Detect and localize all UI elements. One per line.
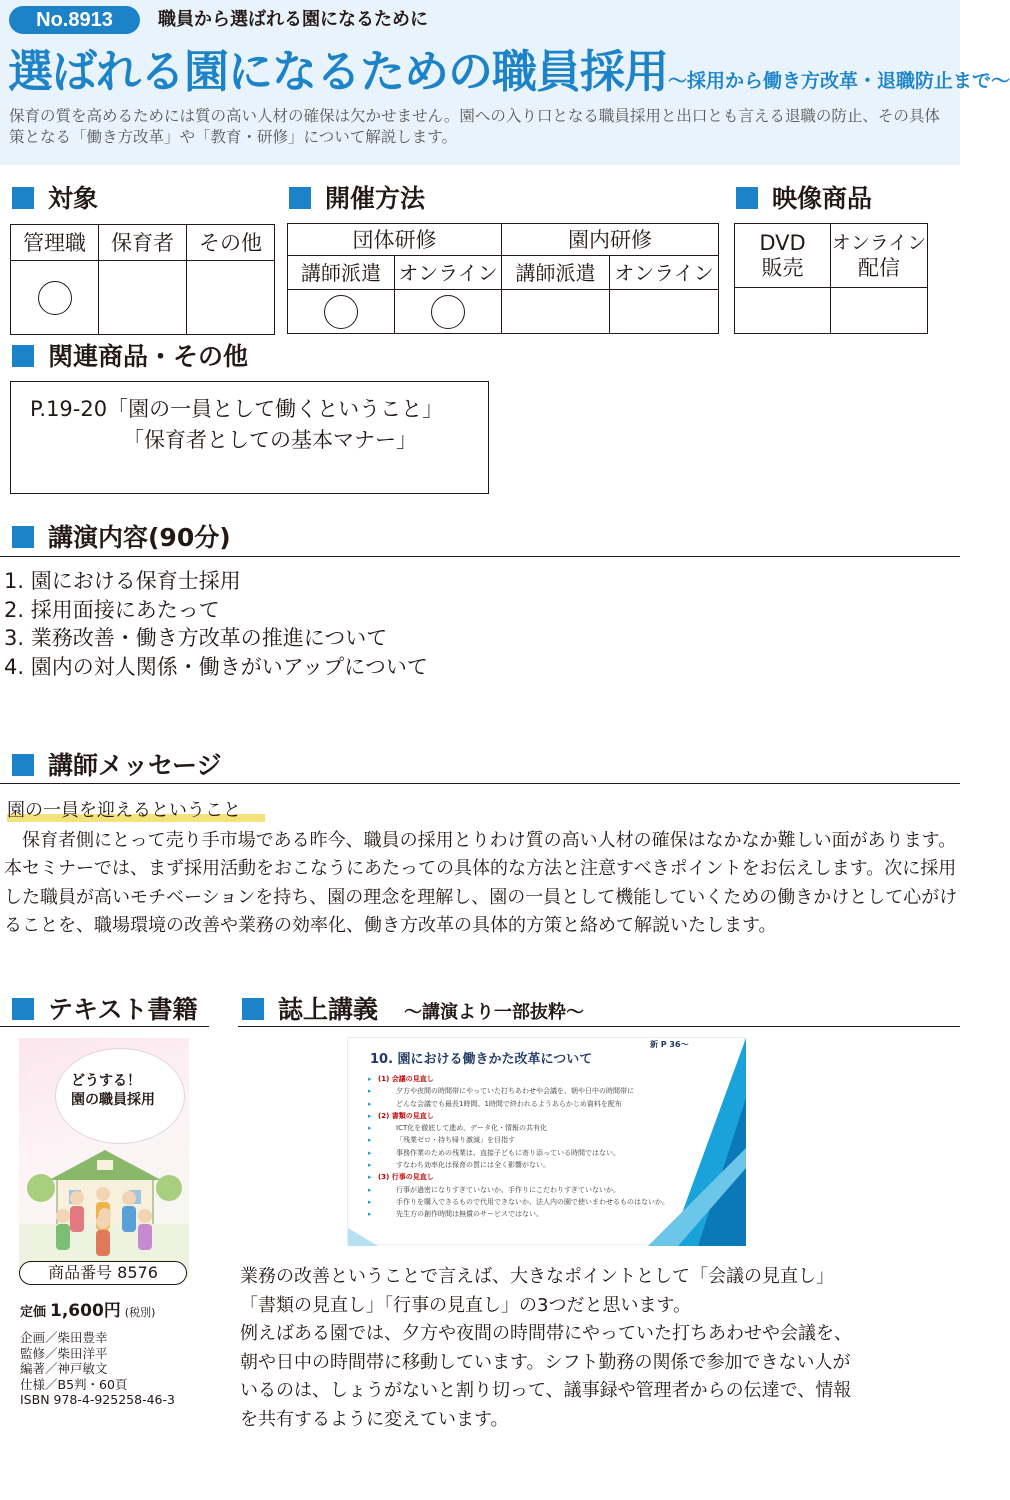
target-cell [99, 261, 187, 335]
related-heading: 関連商品・その他 [12, 342, 248, 372]
slide-line: ▸ 「残業ゼロ・持ち帰り激減」を目指す [368, 1134, 698, 1146]
message-body: 保育者側にとって売り手市場である昨今、職員の採用とりわけ質の高い人材の確保はなかなか難しい面があります。本セミナーでは、まず採用活動をおこなうにあたっての具体的な方法と注意すべきポイントをお伝えします。次に採用した職員が高いモチベーションを持ち、園の理念を理解し、園の一員として機能していくための働きかけとして心がけることを、職場環境の改善や業務の効率化、働き方改革の具体的方策と絡めて解説いたします。 [4, 830, 958, 936]
textbook-heading: テキスト書籍 [12, 995, 198, 1025]
video-col-header-dvd: DVD 販売 [735, 224, 831, 288]
spec-line: ISBN 978-4-925258-46-3 [20, 1392, 175, 1407]
target-col-header: その他 [187, 225, 275, 261]
circle-mark-icon [324, 295, 358, 329]
video-cell [735, 288, 831, 334]
section-divider [238, 1026, 960, 1027]
section-divider [0, 1026, 209, 1027]
book-illustration [19, 1038, 189, 1278]
square-bullet-icon [242, 998, 264, 1020]
slide-line: ▸ (3) 行事の見直し [368, 1171, 698, 1183]
method-cell [502, 290, 610, 334]
square-bullet-icon [12, 526, 34, 548]
slide-lines [368, 1073, 698, 1221]
excerpt-paragraph: 業務の改善ということで言えば、大きなポイントとして「会議の見直し」「書類の見直し」「行事の見直し」の3つだと思います。 例えばある園では、夕方や夜間の時間帯にやっていた打ちあわせや会議を、朝や日中の時間帯に移動しています。シフト勤務の関係で参加できない人がいるのは、しょうがないと割り切って、議事録や管理者からの伝達で、情報を共有するように変えています。 [240, 1266, 852, 1430]
section-divider [0, 783, 960, 784]
list-item: 3. 業務改善・働き方改革の推進について [4, 626, 388, 650]
target-cell [187, 261, 275, 335]
list-item: 2. 採用面接にあたって [4, 597, 220, 622]
method-cell [395, 290, 502, 334]
slide-page-ref: 新 P 36〜 [650, 1040, 689, 1049]
method-col-header: オンライン [395, 256, 502, 290]
method-group-header: 団体研修 [288, 224, 502, 256]
video-col-header-online: オンライン 配信 [831, 224, 928, 288]
lecture-list [4, 567, 428, 681]
method-group-header: 園内研修 [502, 224, 719, 256]
method-cell [610, 290, 719, 334]
slide-line: ▸ 手作りを購入できるもので代用できないか、法人内の園で使いまわせるものはないか。 [368, 1196, 698, 1208]
square-bullet-icon [12, 187, 34, 209]
message-subheading: 園の一員を迎えるということ [7, 798, 265, 824]
page-subtitle: 職員から選ばれる園になるために [158, 9, 428, 30]
square-bullet-icon [12, 345, 34, 367]
page-title-main: 選ばれる園になるための職員採用 [8, 45, 669, 98]
method-col-header: オンライン [610, 256, 719, 290]
section-divider [0, 556, 960, 557]
target-cell [11, 261, 99, 335]
video-cell [831, 288, 928, 334]
slide-line: ▸ 行事が過密になりすぎていないか、手作りにこだわりすぎていないか。 [368, 1184, 698, 1196]
method-col-header: 講師派遣 [502, 256, 610, 290]
square-bullet-icon [12, 754, 34, 776]
video-table [734, 223, 928, 334]
book-specs [20, 1330, 175, 1408]
book-cover-image [19, 1038, 189, 1278]
related-line: P.19-20「園の一員として働くということ」 [30, 397, 444, 421]
slide-title: 10. 園における働きかた改革について [370, 1052, 593, 1067]
target-col-header: 管理職 [11, 225, 99, 261]
slide-line: ▸ 事務作業のための残業は、直接子どもに寄り添っている時間ではない。 [368, 1147, 698, 1159]
price: 定価 1,600円 (税別) [20, 1301, 156, 1321]
slide-line: ▸ すなわち効率化は保育の質には全く影響がない。 [368, 1159, 698, 1171]
slide-line: ▸ どんな会議でも最長1時間、1時間で終われるようあらかじめ資料を配布 [368, 1098, 698, 1110]
excerpt-body [240, 1263, 860, 1435]
lecture-heading: 講演内容(90分) [12, 523, 231, 553]
slide-line: ▸ ICT化を徹底して進め、データ化・情報の共有化 [368, 1122, 698, 1134]
list-item: 4. 園内の対人関係・働きがいアップについて [4, 654, 428, 679]
target-col-header: 保育者 [99, 225, 187, 261]
list-item: 1. 園における保育士採用 [4, 569, 241, 593]
square-bullet-icon [12, 998, 34, 1020]
spec-line: 編著／神戸敏文 [20, 1361, 108, 1376]
slide-line: ▸ 夕方や夜間の時間帯にやっていた打ちあわせや会議を、朝や日中の時間帯に [368, 1085, 698, 1097]
method-col-header: 講師派遣 [288, 256, 395, 290]
message-heading: 講師メッセージ [12, 751, 222, 781]
square-bullet-icon [736, 187, 758, 209]
video-heading: 映像商品 [736, 184, 872, 214]
square-bullet-icon [289, 187, 311, 209]
book-cover-title: どうする！ 園の職員採用 [71, 1073, 155, 1108]
page-title [8, 42, 1010, 112]
target-heading: 対象 [12, 184, 98, 214]
circle-mark-icon [431, 295, 465, 329]
spec-line: 監修／柴田洋平 [20, 1345, 108, 1361]
target-table [10, 224, 275, 335]
intro-text: 保育の質を高めるためには質の高い人材の確保は欠かせません。園への入り口となる職員採用と出口とも言える退職の防止、その具体策となる「働き方改革」や「教育・研修」について解説します。 [9, 107, 940, 146]
method-heading: 開催方法 [289, 184, 425, 214]
header [0, 0, 1010, 165]
excerpt-heading: 誌上講義 〜講演より一部抜粋〜 [242, 995, 584, 1028]
spec-line: 仕様／B5判・60頁 [20, 1376, 128, 1392]
lecture-slide-image [347, 1037, 745, 1245]
slide-line: ▸ (1) 会議の見直し [368, 1073, 698, 1085]
spec-line: 企画／柴田豊幸 [20, 1330, 108, 1345]
slide-line: ▸ (2) 書類の見直し [368, 1110, 698, 1122]
method-table [287, 223, 719, 334]
page-title-sub: 〜採用から働き方改革・退職防止まで〜 [668, 70, 1010, 92]
related-line: 「保育者としての基本マナー」 [123, 428, 417, 452]
seminar-number-badge: No.8913 [9, 6, 140, 34]
circle-mark-icon [38, 281, 72, 315]
related-box [10, 381, 489, 494]
slide-line: ▸ 先生方の創作時間は無償のサービスではない。 [368, 1208, 698, 1220]
method-cell [288, 290, 395, 334]
item-number: 商品番号 8576 [19, 1261, 187, 1285]
